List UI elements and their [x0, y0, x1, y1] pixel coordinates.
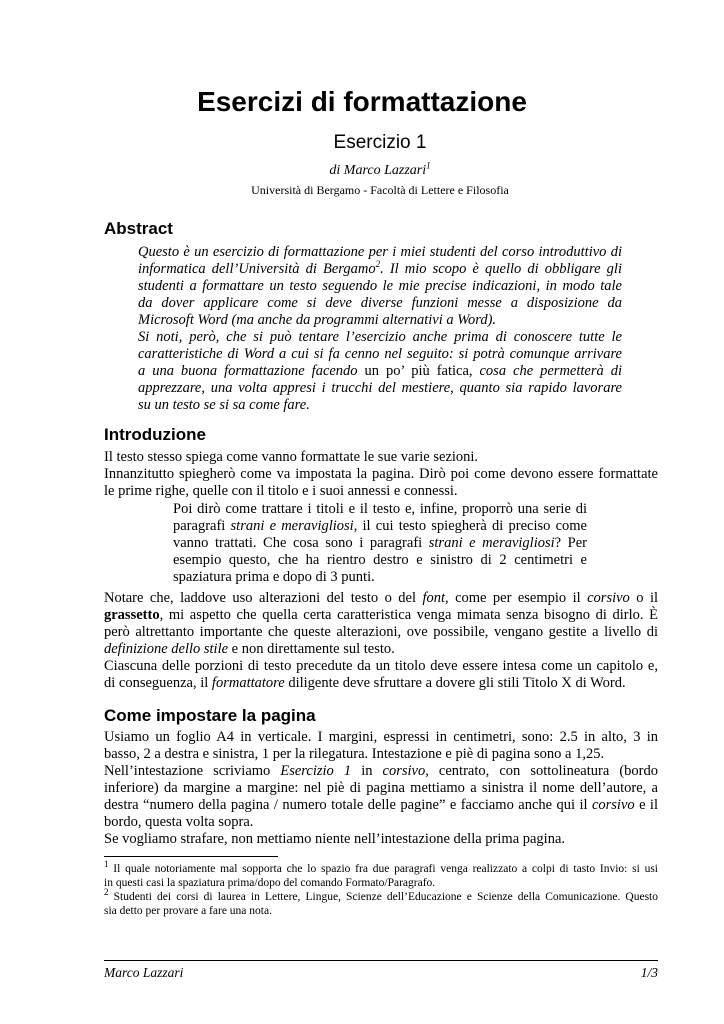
footnote-1-cont: in questi casi la spaziatura prima/dopo del comando Formato/Paragrafo.: [104, 877, 436, 889]
text-line: Notare che, laddove uso alterazioni del testo o del font, come per esempio il corsivo o il: [104, 590, 658, 606]
intro-paragraph: [104, 590, 658, 692]
text-line: apprezzare, una volta appresi i trucchi del mestiere, quanto sia rapido lavorare: [138, 380, 622, 396]
footnote-separator: [104, 856, 278, 857]
footnote-2-cont: sia detto per provare a fare una nota.: [104, 905, 272, 917]
abstract-heading: Abstract: [104, 219, 173, 238]
page-title: Esercizi di formattazione: [197, 86, 527, 117]
text-line: spaziatura prima e dopo di 3 punti.: [173, 569, 375, 585]
text-line: paragrafi strani e meravigliosi, il cui testo spiegherà di preciso come: [173, 518, 587, 534]
abstract-text: [138, 244, 622, 414]
page-subtitle: Esercizio 1: [333, 132, 427, 153]
text-line: a una buona formattazione facendo un po’ più fatica, cosa che permetterà di: [138, 363, 622, 379]
text-line: però altrettanto importante che queste alterazioni, ove possibile, vengano gestite a livello di: [104, 624, 658, 640]
footer-author: Marco Lazzari: [104, 965, 184, 980]
text-line: Questo è un esercizio di formattazione per i miei studenti del corso introduttivo di: [138, 244, 622, 260]
text-line: vanno trattati. Che cosa sono i paragrafi strani e meravigliosi? Per: [173, 535, 587, 551]
text-line: destra “numero della pagina / numero totale delle pagine” e facciamo anche qui il corsivo e il: [104, 797, 658, 813]
footnote-ref-2: 2: [375, 259, 381, 270]
intro-heading: Introduzione: [104, 425, 206, 444]
text-line: inferiore) da margine a margine: nel piè di pagina mettiamo a sinistra il nome dell’autore, a: [104, 780, 658, 796]
footnote-ref-1: 1: [426, 160, 431, 171]
setup-paragraph: [104, 729, 658, 848]
author-line: [0, 160, 724, 179]
text-line: caratteristiche di Word a cui si fa cenno nel seguito: si potrà comunque arrivare: [138, 346, 622, 362]
text-line: Il testo stesso spiega come vanno formattate le sue varie sezioni.: [104, 449, 479, 465]
footer-page-number: 1/3: [640, 965, 658, 980]
intro-paragraph: [104, 449, 658, 500]
text-line: grassetto, mi aspetto che quella certa caratteristica venga mimata senza bisogno di dirlo. È: [104, 607, 658, 623]
text-line: su un testo se si sa come fare.: [138, 397, 310, 413]
text-line: esempio questo, che ha rientro destro e sinistro di 2 centimetri e: [173, 552, 587, 568]
text-line: le prime righe, quelle con il titolo e i suoi annessi e connessi.: [104, 483, 458, 499]
text-line: Si noti, però, che si può tentare l’esercizio anche prima di conoscere tutte le: [138, 329, 622, 345]
text-line: di conseguenza, il formattatore diligente deve sfruttare a dovere gli stili Titolo X di Word.: [104, 675, 626, 691]
text-line: Usiamo un foglio A4 in verticale. I margini, espressi in centimetri, sono: 2.5 in alto, 3 in: [104, 729, 658, 745]
text-line: Microsoft Word (ma anche da programmi alternativi a Word).: [138, 312, 497, 328]
footnote-1: $^1$ Il quale notoriamente mal sopporta che lo spazio fra due paragrafi venga realizzato a colpi di tasto Invio: si usi: [104, 859, 658, 875]
footer-border: [104, 960, 658, 961]
footnotes: [104, 859, 658, 918]
text-line: Nell’intestazione scriviamo Esercizio 1 in corsivo, centrato, con sottolineatura (bordo: [104, 763, 658, 779]
indented-paragraph: [173, 501, 587, 586]
text-line: Ciascuna delle porzioni di testo precedute da un titolo deve essere intesa come un capitolo e,: [104, 658, 658, 674]
setup-heading: Come impostare la pagina: [104, 706, 316, 725]
text-line: bordo, questa volta sopra.: [104, 814, 254, 830]
text-line: studenti a formattare un testo seguendo le mie precise indicazioni, in modo tale: [138, 278, 622, 294]
text-line: da dover applicare come si deve diverse funzioni messe a disposizione da: [138, 295, 622, 311]
text-line: informatica dell’Università di Bergamo$^2$. Il mio scopo è quello di obbligare gli: [138, 259, 622, 277]
text-line: Innanzitutto spiegherò come va impostata la pagina. Dirò poi come devono essere formattate: [104, 466, 658, 482]
author-name: di Marco Lazzari: [329, 163, 427, 178]
affiliation: Università di Bergamo - Facoltà di Lettere e Filosofia: [251, 183, 509, 197]
text-line: basso, 2 a destra e sinistra, 1 per la rilegatura. Intestazione e piè di pagina sono a 1,25.: [104, 746, 605, 762]
text-line: definizione dello stile e non direttamente sul testo.: [104, 641, 395, 657]
footnote-2: $^2$ Studenti dei corsi di laurea in Lettere, Lingue, Scienze dell’Educazione e Scienze della Comunicazione. Questo: [104, 887, 658, 903]
text-line: Poi dirò come trattare i titoli e il testo e, infine, proporrò una serie di: [173, 501, 587, 517]
text-line: Se vogliamo strafare, non mettiamo niente nell’intestazione della prima pagina.: [104, 831, 566, 847]
